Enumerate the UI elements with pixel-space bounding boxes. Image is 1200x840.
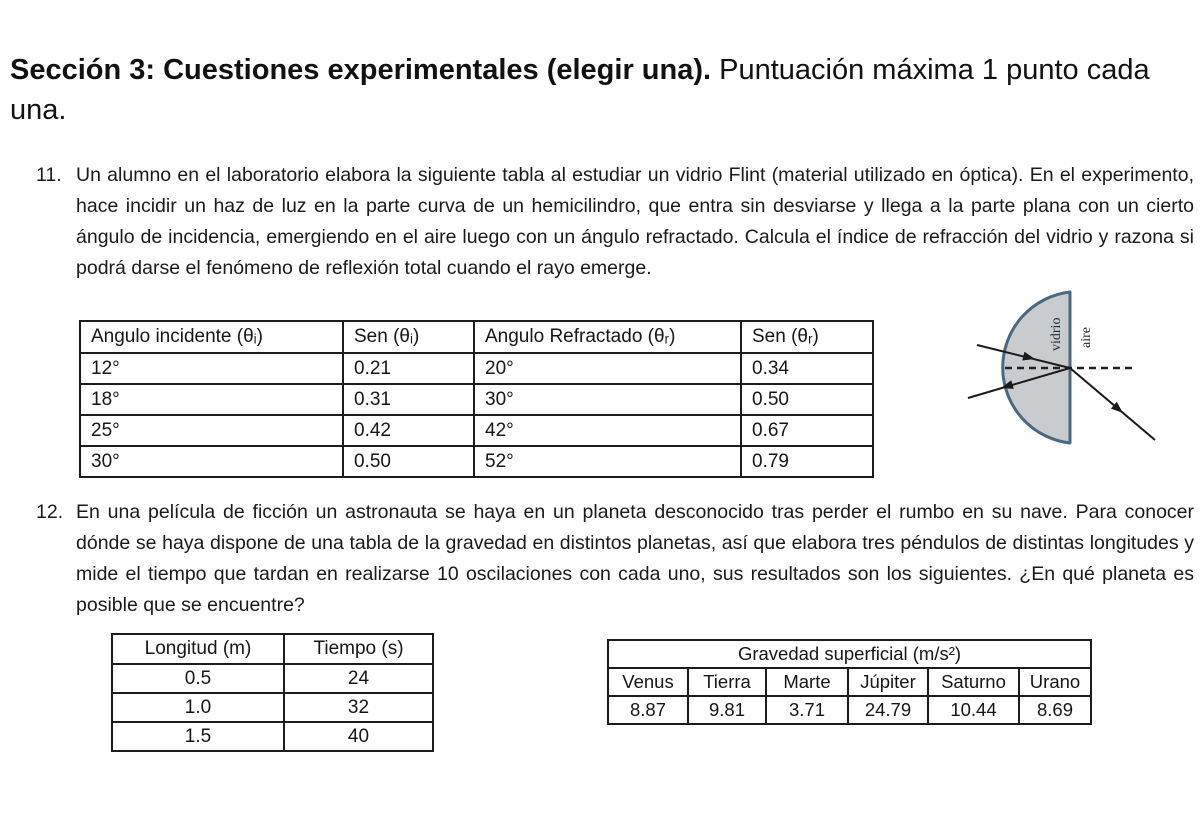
table-cell: 12°	[80, 353, 343, 384]
planet-header: Júpiter	[848, 668, 928, 696]
column-header: Tiempo (s)	[284, 634, 433, 664]
table-cell: 0.50	[741, 384, 873, 415]
table-cell: 1.5	[112, 722, 284, 751]
table-row	[80, 353, 873, 384]
table-cell: 8.87	[608, 696, 688, 724]
table-cell: 42°	[474, 415, 741, 446]
section-heading-bold: Sección 3: Cuestiones experimentales (elegir una).	[10, 54, 712, 86]
column-header: Sen (θᵢ)	[343, 321, 474, 353]
planet-header: Marte	[766, 668, 848, 696]
table-cell: 10.44	[928, 696, 1019, 724]
section-heading-regular: Puntuación máxima 1 punto cada una.	[10, 54, 1150, 126]
table-cell: 30°	[474, 384, 741, 415]
question-11-number: 11.	[36, 164, 62, 186]
table-header-row	[112, 634, 433, 664]
table-cell: 30°	[80, 446, 343, 477]
table-row	[112, 664, 433, 693]
table-cell: 24.79	[848, 696, 928, 724]
table-cell: 9.81	[688, 696, 766, 724]
planet-header: Venus	[608, 668, 688, 696]
table-cell: 8.69	[1019, 696, 1091, 724]
planet-header: Urano	[1019, 668, 1091, 696]
question-11-text: Un alumno en el laboratorio elabora la siguiente tabla al estudiar un vidrio Flint (material utilizado en óptica). En el experimento, hace incidir un haz de luz en la parte curva de un hemicilindro, que entra sin desviarse y llega a la parte plana con un cierto ángulo de incidencia, emergiendo en el aire luego con un ángulo refractado. Calcula el índice de refracción del vidrio y razona si podrá darse el fenómeno de reflexión total cuando el rayo emerge.	[76, 164, 1194, 279]
table-header-row	[608, 640, 1091, 668]
table-cell: 20°	[474, 353, 741, 384]
table-cell: 0.79	[741, 446, 873, 477]
column-header: Longitud (m)	[112, 634, 284, 664]
column-header: Angulo Refractado (θᵣ)	[474, 321, 741, 353]
table-cell: 52°	[474, 446, 741, 477]
table-cell: 0.50	[343, 446, 474, 477]
table-cell: 0.34	[741, 353, 873, 384]
table-row	[80, 384, 873, 415]
table-cell: 18°	[80, 384, 343, 415]
question-12	[36, 497, 1194, 621]
table-cell: 40	[284, 722, 433, 751]
column-header: Angulo incidente (θᵢ)	[80, 321, 343, 353]
table-row	[112, 722, 433, 751]
table-row	[608, 668, 1091, 696]
table-cell: 0.5	[112, 664, 284, 693]
section-heading	[10, 50, 1160, 130]
gravity-table-title: Gravedad superficial (m/s²)	[608, 640, 1091, 668]
table-cell: 0.21	[343, 353, 474, 384]
table-cell: 0.42	[343, 415, 474, 446]
table-row	[112, 693, 433, 722]
question-11	[36, 160, 1194, 284]
planet-header: Tierra	[688, 668, 766, 696]
refracted-ray	[1070, 368, 1155, 440]
hemicylinder-diagram	[935, 278, 1195, 468]
table-row	[608, 696, 1091, 724]
table-row	[80, 415, 873, 446]
table-cell: 3.71	[766, 696, 848, 724]
table-row	[80, 446, 873, 477]
table-cell: 0.31	[343, 384, 474, 415]
pendulum-table	[111, 633, 434, 752]
question-12-text: En una película de ficción un astronauta se haya en un planeta desconocido tras perder el rumbo en su nave. Para conocer dónde se haya dispone de una tabla de la gravedad en distintos planetas, así que elabora tres péndulos de distintas longitudes y mide el tiempo que tardan en realizarse 10 oscilaciones con cada uno, sus resultados son los siguientes. ¿En qué planeta es posible que se encuentre?	[76, 501, 1194, 616]
table-cell: 0.67	[741, 415, 873, 446]
table-cell: 24	[284, 664, 433, 693]
question-12-number: 12.	[36, 501, 64, 523]
air-label: aire	[1079, 327, 1094, 348]
column-header: Sen (θᵣ)	[741, 321, 873, 353]
gravity-table	[607, 639, 1092, 725]
table-cell: 1.0	[112, 693, 284, 722]
table-cell: 32	[284, 693, 433, 722]
table-header-row	[80, 321, 873, 353]
planet-header: Saturno	[928, 668, 1019, 696]
refraction-table	[79, 320, 874, 478]
table-cell: 25°	[80, 415, 343, 446]
glass-label: vidrio	[1049, 317, 1064, 351]
